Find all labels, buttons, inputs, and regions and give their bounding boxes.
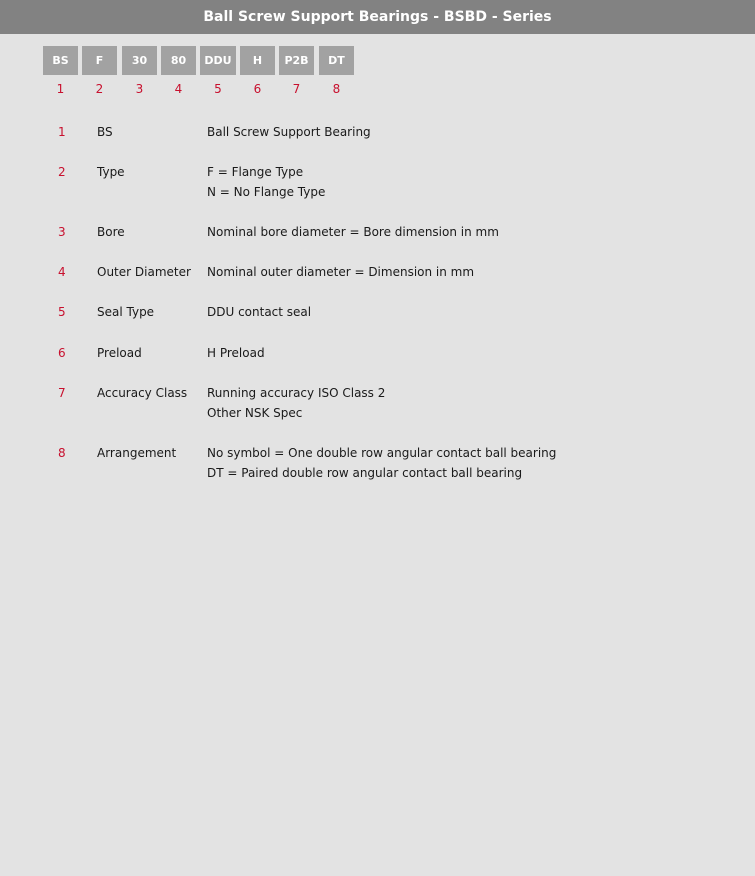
legend-label: Bore [97, 225, 125, 239]
legend-number: 5 [58, 305, 66, 319]
code-box-4: 80 [161, 46, 196, 75]
code-box-2: F [82, 46, 117, 75]
legend-number: 3 [58, 225, 66, 239]
legend-description [207, 343, 265, 363]
legend-label: Accuracy Class [97, 386, 188, 400]
legend-description [207, 222, 499, 242]
page-title: Ball Screw Support Bearings - BSBD - Series [203, 9, 552, 25]
legend-number: 1 [58, 125, 66, 139]
legend-description-line: DDU contact seal [207, 305, 312, 319]
legend-number: 8 [58, 446, 66, 460]
legend-label: Arrangement [97, 446, 177, 460]
legend-description [207, 443, 556, 483]
code-box-6: H [240, 46, 275, 75]
legend-number: 7 [58, 386, 66, 400]
legend-label: Type [97, 165, 125, 179]
code-number-6: 6 [253, 82, 262, 96]
legend-number: 4 [58, 265, 66, 279]
legend-description [207, 122, 371, 142]
code-number-1: 1 [56, 82, 65, 96]
legend-description-line: Nominal outer diameter = Dimension in mm [207, 265, 475, 279]
code-number-3: 3 [135, 82, 144, 96]
legend-description-line: H Preload [207, 346, 265, 360]
code-number-4: 4 [174, 82, 183, 96]
legend-description-line: Other NSK Spec [207, 406, 303, 420]
code-box-5: DDU [200, 46, 236, 75]
legend-number: 2 [58, 165, 66, 179]
legend-description-line: No symbol = One double row angular contact ball bearing [207, 446, 557, 460]
code-box-8: DT [319, 46, 354, 75]
legend-label: BS [97, 125, 113, 139]
code-number-5: 5 [214, 82, 222, 96]
legend-description-line: Running accuracy ISO Class 2 [207, 386, 386, 400]
code-box-3: 30 [122, 46, 157, 75]
legend-description [207, 162, 325, 202]
legend-label: Seal Type [97, 305, 155, 319]
code-number-8: 8 [332, 82, 341, 96]
code-box-1: BS [43, 46, 78, 75]
legend-description [207, 383, 385, 423]
legend-description [207, 262, 474, 282]
code-number-2: 2 [95, 82, 104, 96]
legend-description [207, 302, 311, 322]
legend-label: Preload [97, 346, 142, 360]
legend-description-line: F = Flange Type [207, 165, 304, 179]
code-number-7: 7 [292, 82, 301, 96]
legend-number: 6 [58, 346, 66, 360]
code-box-7: P2B [279, 46, 314, 75]
legend-description-line: N = No Flange Type [207, 185, 326, 199]
legend-description-line: Ball Screw Support Bearing [207, 125, 371, 139]
page-header [0, 0, 755, 34]
legend-label: Outer Diameter [97, 265, 191, 279]
legend-description-line: Nominal bore diameter = Bore dimension in mm [207, 225, 499, 239]
legend-description-line: DT = Paired double row angular contact ball bearing [207, 466, 523, 480]
